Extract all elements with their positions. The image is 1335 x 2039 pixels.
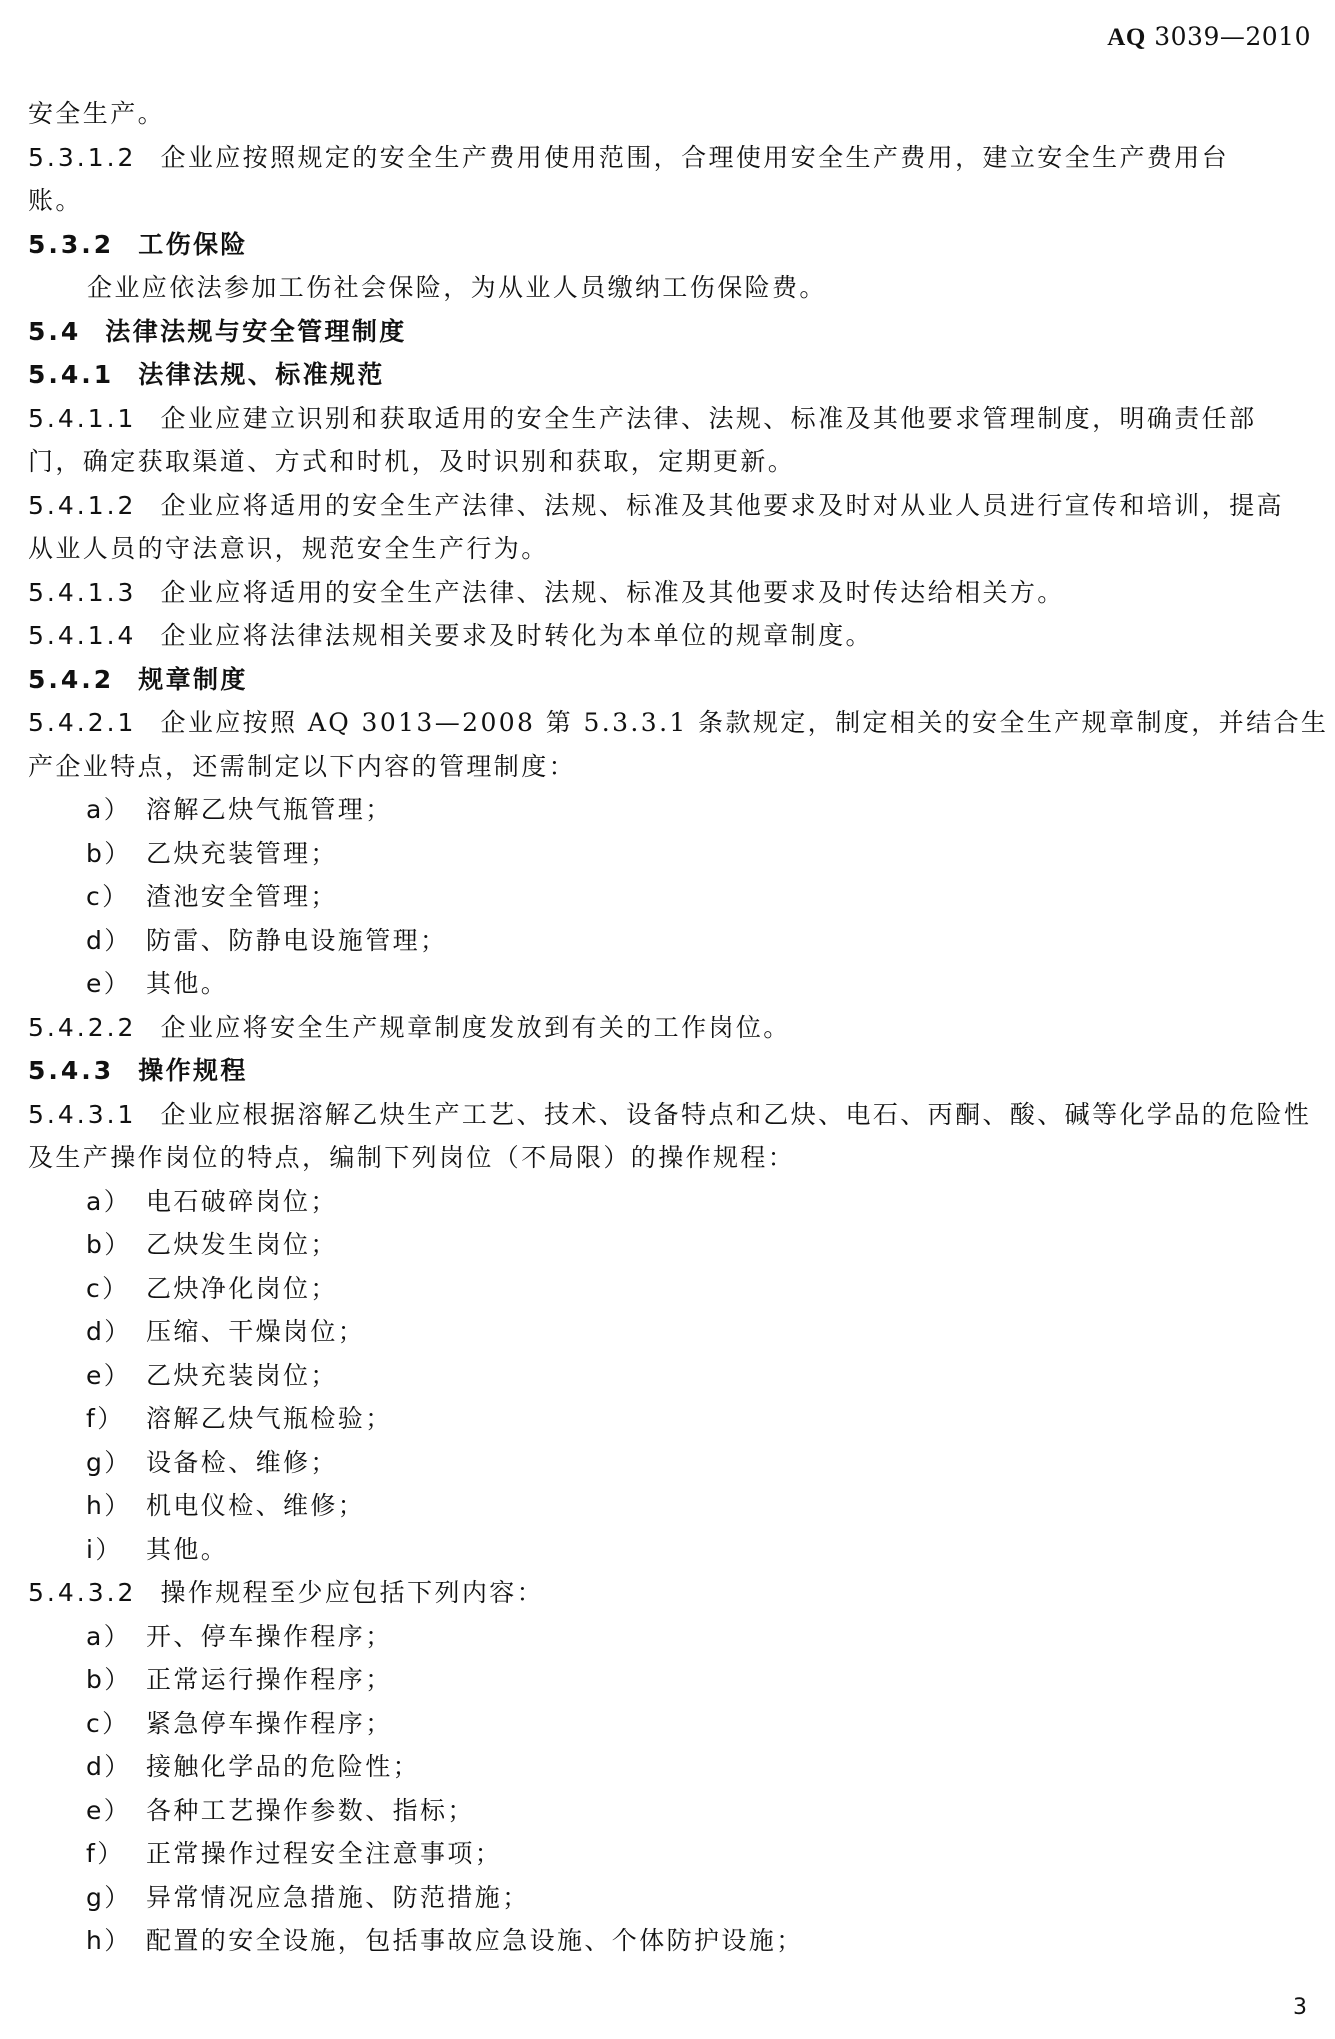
heading-5-3-2 — [28, 223, 1310, 267]
list-label: c） — [86, 1273, 130, 1303]
clause-5-3-2-body: 企业应依法参加工伤社会保险，为从业人员缴纳工伤保险费。 — [87, 273, 827, 302]
heading-number: 5.4.1 — [28, 360, 115, 389]
list-text: 开、停车操作程序； — [146, 1621, 393, 1651]
list-label: h） — [86, 1491, 132, 1520]
clause-5-4-2-2 — [28, 1006, 1310, 1050]
heading-title: 操作规程 — [138, 1056, 248, 1085]
list-label: c） — [86, 882, 130, 911]
document-header — [1107, 22, 1311, 52]
clause-5-4-1-3 — [28, 571, 1310, 615]
list-text: 其他。 — [146, 1534, 229, 1564]
list-text: 机电仪检、维修； — [146, 1491, 366, 1520]
list-text: 正常运行操作程序； — [146, 1665, 393, 1694]
list-label: h） — [86, 1926, 132, 1955]
list-item — [28, 1354, 1310, 1398]
clause-number: 5.4.3.1 — [28, 1099, 137, 1129]
clause-number: 5.4.2.1 — [28, 708, 137, 737]
list-text: 配置的安全设施，包括事故应急设施、个体防护设施； — [146, 1926, 804, 1955]
list-label: d） — [86, 1752, 132, 1781]
clause-5-4-3-1 — [28, 1093, 1310, 1137]
list-item — [28, 1789, 1310, 1833]
standard-number: 3039—2010 — [1154, 22, 1311, 51]
list-item — [28, 1397, 1310, 1441]
list-item — [28, 832, 1310, 876]
list-label: a） — [86, 1186, 132, 1216]
clause-text: 企业应将安全生产规章制度发放到有关的工作岗位。 — [160, 1012, 791, 1042]
clause-number: 5.4.1.1 — [28, 403, 137, 433]
list-text: 紧急停车操作程序； — [146, 1708, 393, 1738]
clause-text: 企业应根据溶解乙炔生产工艺、技术、设备特点和乙炔、电石、丙酮、酸、碱等化学品的危险性 — [160, 1099, 1312, 1129]
list-item — [28, 1745, 1310, 1789]
list-text: 电石破碎岗位； — [146, 1186, 338, 1216]
clause-text: 操作规程至少应包括下列内容： — [160, 1578, 545, 1607]
list-item — [28, 919, 1310, 963]
list-label: i） — [86, 1534, 123, 1564]
heading-title: 法律法规与安全管理制度 — [105, 316, 407, 346]
list-label: c） — [86, 1708, 130, 1738]
document-body — [28, 92, 1329, 1963]
list-5-4-2-1 — [28, 788, 1310, 1006]
clause-text: 企业应按照 AQ 3013—2008 第 5.3.3.1 条款规定，制定相关的安全生产规章制度，并结合生 — [160, 708, 1329, 737]
list-item — [28, 1876, 1310, 1920]
list-label: f） — [86, 1404, 125, 1433]
list-5-4-3-1 — [28, 1180, 1310, 1572]
list-item — [28, 1919, 1310, 1963]
clause-5-4-1-4 — [28, 614, 1310, 658]
list-text: 溶解乙炔气瓶管理； — [146, 795, 393, 824]
list-label: g） — [86, 1882, 132, 1912]
clause-text: 企业应按照规定的安全生产费用使用范围，合理使用安全生产费用，建立安全生产费用台 — [160, 142, 1230, 172]
clause-5-3-1-2 — [28, 136, 1310, 180]
clause-5-4-1-1-cont: 门，确定获取渠道、方式和时机，及时识别和获取，定期更新。 — [28, 447, 796, 476]
list-item — [28, 1223, 1310, 1267]
heading-title: 规章制度 — [138, 664, 248, 694]
list-label: b） — [86, 838, 132, 868]
list-text: 设备检、维修； — [146, 1447, 338, 1477]
list-label: e） — [86, 1795, 132, 1825]
list-label: f） — [86, 1839, 125, 1868]
list-label: e） — [86, 969, 132, 998]
clause-number: 5.4.1.3 — [28, 577, 137, 607]
clause-5-4-1-2-cont: 从业人员的守法意识，规范安全生产行为。 — [28, 534, 549, 563]
list-item — [28, 1832, 1310, 1876]
list-label: d） — [86, 1317, 132, 1346]
list-item — [28, 875, 1310, 919]
clause-number: 5.3.1.2 — [28, 142, 137, 172]
list-label: a） — [86, 1621, 132, 1651]
list-text: 乙炔充装管理； — [146, 838, 338, 868]
list-label: b） — [86, 1665, 132, 1694]
list-item — [28, 1180, 1310, 1224]
heading-number: 5.4 — [28, 316, 82, 346]
list-label: g） — [86, 1447, 132, 1477]
list-text: 乙炔净化岗位； — [146, 1273, 338, 1303]
page-number: 3 — [1293, 1995, 1307, 2020]
list-text: 压缩、干燥岗位； — [146, 1317, 366, 1346]
list-text: 溶解乙炔气瓶检验； — [146, 1404, 393, 1433]
clause-5-3-1-2-cont: 账。 — [28, 186, 83, 215]
list-label: a） — [86, 795, 132, 824]
clause-number: 5.4.1.4 — [28, 621, 137, 650]
clause-5-4-1-2 — [28, 484, 1310, 528]
list-text: 渣池安全管理； — [146, 882, 338, 911]
list-item — [28, 1484, 1310, 1528]
list-item — [28, 1267, 1310, 1311]
list-item — [28, 788, 1310, 832]
list-5-4-3-2 — [28, 1615, 1310, 1963]
clause-text: 企业应将适用的安全生产法律、法规、标准及其他要求及时传达给相关方。 — [160, 577, 1065, 607]
heading-5-4-2 — [28, 658, 1310, 702]
list-text: 乙炔发生岗位； — [146, 1230, 338, 1259]
list-text: 乙炔充装岗位； — [146, 1360, 338, 1390]
clause-5-4-3-1-cont: 及生产操作岗位的特点，编制下列岗位（不局限）的操作规程： — [28, 1143, 796, 1172]
clause-text: 企业应建立识别和获取适用的安全生产法律、法规、标准及其他要求管理制度，明确责任部 — [160, 403, 1257, 433]
list-label: d） — [86, 925, 132, 955]
list-item — [28, 1441, 1310, 1485]
heading-5-4-1 — [28, 353, 1310, 397]
list-text: 防雷、防静电设施管理； — [146, 925, 448, 955]
clause-5-4-2-1 — [28, 701, 1329, 745]
list-label: e） — [86, 1360, 132, 1390]
clause-number: 5.4.1.2 — [28, 490, 137, 520]
clause-5-4-2-1-cont: 产企业特点，还需制定以下内容的管理制度： — [28, 751, 577, 781]
paragraph-continuation: 安全生产。 — [28, 99, 166, 128]
list-item — [28, 1658, 1310, 1702]
list-text: 正常操作过程安全注意事项； — [146, 1839, 503, 1868]
clause-number: 5.4.2.2 — [28, 1012, 137, 1042]
clause-text: 企业应将适用的安全生产法律、法规、标准及其他要求及时对从业人员进行宣传和培训，提高 — [160, 490, 1284, 520]
clause-number: 5.4.3.2 — [28, 1578, 137, 1607]
list-item — [28, 1528, 1310, 1572]
clause-text: 企业应将法律法规相关要求及时转化为本单位的规章制度。 — [160, 621, 873, 650]
list-item — [28, 1702, 1310, 1746]
list-text: 各种工艺操作参数、指标； — [146, 1795, 475, 1825]
heading-5-4 — [28, 310, 1310, 354]
heading-number: 5.4.2 — [28, 664, 115, 694]
list-text: 异常情况应急措施、防范措施； — [146, 1882, 530, 1912]
list-label: b） — [86, 1230, 132, 1259]
heading-5-4-3 — [28, 1049, 1310, 1093]
clause-5-4-3-2 — [28, 1571, 1310, 1615]
list-text: 其他。 — [146, 969, 229, 998]
clause-5-4-1-1 — [28, 397, 1310, 441]
heading-title: 法律法规、标准规范 — [138, 360, 385, 389]
list-item — [28, 1615, 1310, 1659]
heading-number: 5.4.3 — [28, 1056, 115, 1085]
heading-number: 5.3.2 — [28, 229, 115, 259]
standard-code: AQ — [1107, 24, 1146, 51]
list-item — [28, 1310, 1310, 1354]
list-item — [28, 962, 1310, 1006]
list-text: 接触化学品的危险性； — [146, 1752, 421, 1781]
heading-title: 工伤保险 — [138, 229, 248, 259]
